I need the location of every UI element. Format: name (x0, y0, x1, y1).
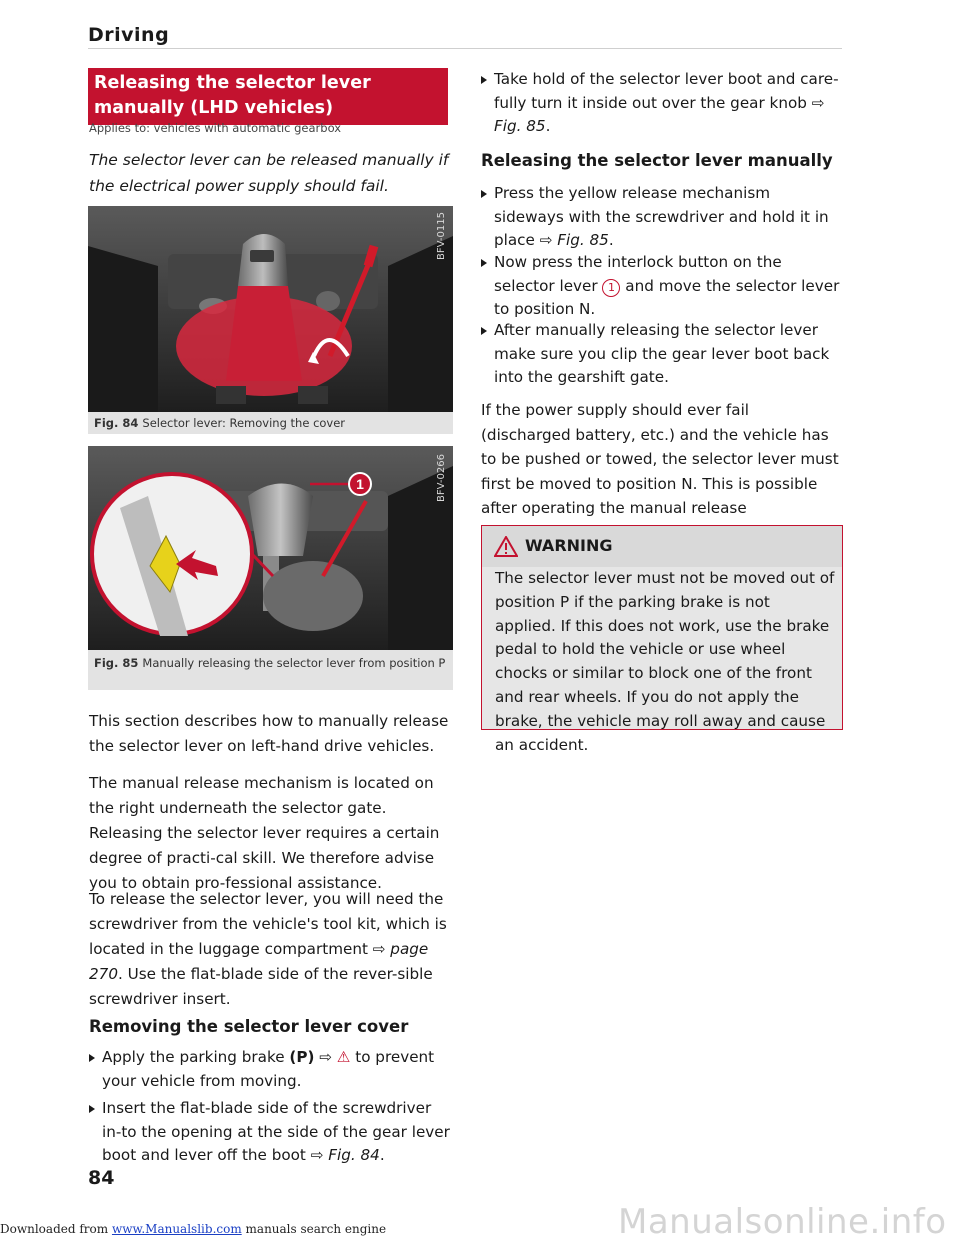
paragraph-release-mechanism: The manual release mechanism is located on the right underneath the selector gate. Releasing the selector lever requires a certain degree of practi-cal skill. We therefore advise you to obtain pro-fessional assistance. (89, 774, 440, 892)
manualslib-link[interactable]: www.Manualslib.com (111, 1222, 242, 1236)
figure-85-number: Fig. 85 (94, 656, 139, 670)
warning-triangle-icon (494, 536, 518, 557)
releasing-step-1-text (494, 182, 844, 253)
figure-84-code: BFV-0115 (436, 212, 447, 260)
releasing-step-2-text (494, 251, 844, 322)
releasing-step-3 (481, 319, 843, 391)
warning-triangle-icon: ⚠ (336, 1048, 351, 1066)
removing-step-1-text (102, 1046, 450, 1093)
intro-text: The selector lever can be released manually if the electrical power supply should fail. (89, 151, 449, 195)
releasing-manually-heading: Releasing the selector lever manually (481, 151, 833, 170)
removing-step-1 (89, 1046, 453, 1096)
removing-step-3 (481, 68, 843, 140)
page-number: 84 (88, 1167, 115, 1189)
fig-84-reference[interactable]: ⇨ Fig. 84 (310, 1146, 380, 1164)
parking-brake-icon: (P) (289, 1048, 315, 1066)
releasing-step-3-text: After manually releasing the selector lever make sure you clip the gear lever boot back into the gearshift gate. (494, 321, 830, 386)
toolkit-text-end: . Use the flat-blade side of the rever-sible screwdriver insert. (89, 965, 433, 1008)
step-3-main: Take hold of the selector lever boot and care-fully turn it inside out over the gear knob (494, 70, 839, 112)
bullet-marker-icon (481, 76, 487, 84)
figure-84-caption (94, 414, 345, 433)
download-footer (0, 1222, 386, 1236)
figure-85-callout: 1 (356, 476, 364, 492)
removing-step-3-text (494, 68, 844, 139)
figure-85-caption (94, 654, 446, 673)
figure-84-caption-text: Selector lever: Removing the cover (142, 416, 346, 430)
bullet-marker-icon (481, 327, 487, 335)
callout-1-icon: 1 (602, 279, 620, 297)
figure-84-image (88, 206, 453, 412)
step-1-end: to prevent your vehicle from moving. (102, 1048, 435, 1090)
power-supply-paragraph: If the power supply should ever fail (discharged battery, etc.) and the vehicle has to be pushed or towed, the selector lever must first be moved to position N. This is possible after operating the manual release (481, 401, 839, 517)
release-step-1-main: Press the yellow release mechanism sideways with the screwdriver and hold it in place (494, 184, 829, 249)
watermark: Manualsonline.info (618, 1202, 947, 1242)
header-divider (88, 48, 842, 49)
step-3-period: . (545, 117, 551, 135)
figure-85-code: BFV-0266 (436, 454, 447, 502)
figure-85-caption-text: Manually releasing the selector lever from position P (142, 656, 446, 670)
fig-85-reference[interactable]: ⇨ Fig. 85 (494, 93, 825, 135)
bullet-marker-icon (481, 259, 487, 267)
page-270-reference[interactable]: ⇨ page 270 (89, 940, 429, 983)
bullet-marker-icon (481, 190, 487, 198)
figure-85 (88, 446, 453, 690)
topic-title: Releasing the selector lever manually (LHD vehicles) (88, 68, 448, 125)
release-step-1-period: . (608, 231, 614, 249)
arrow-icon: ⇨ (319, 1048, 332, 1066)
figure-85-image (88, 446, 453, 650)
release-step-2-end: and move the selector lever to position N. (494, 276, 840, 318)
step-2-period: . (379, 1146, 385, 1164)
paragraph-section-description: This section describes how to manually release the selector lever on left-hand drive vehicles. (89, 712, 449, 755)
bullet-marker-icon (89, 1105, 95, 1113)
fig-85-reference-2[interactable]: ⇨ Fig. 85 (539, 231, 609, 249)
removing-step-2 (89, 1097, 453, 1172)
paragraph-toolkit (89, 887, 453, 1012)
footer-prefix: Downloaded from (0, 1222, 109, 1236)
applies-to-note: Applies to: vehicles with automatic gearbox (89, 121, 342, 135)
warning-text: The selector lever must not be moved out of position P if the parking brake is not applied. If this does not work, use the brake pedal to hold the vehicle or use wheel chocks or similar to block one of the front and rear wheels. If you do not apply the brake, the vehicle may roll away and cause an accident. (495, 569, 835, 754)
bullet-marker-icon (89, 1054, 95, 1062)
footer-suffix: manuals search engine (245, 1222, 387, 1236)
toolkit-text-start: To release the selector lever, you will need the screwdriver from the vehicle's tool kit, which is located in the luggage compartment (89, 890, 447, 958)
step-2-main: Insert the flat-blade side of the screwdriver in-to the opening at the side of the gear lever boot and lever off the boot (102, 1099, 450, 1164)
selector-lever-cover-illustration (88, 206, 453, 412)
figure-84 (88, 206, 453, 434)
section-title: Driving (88, 24, 170, 46)
warning-box (481, 525, 843, 754)
removing-step-2-text (102, 1097, 450, 1168)
releasing-step-1 (481, 182, 843, 254)
warning-label: WARNING (525, 536, 613, 555)
step-1-start: Apply the parking brake (102, 1048, 285, 1066)
manual-release-illustration (88, 446, 453, 650)
release-step-2-start: Now press the interlock button on the selector lever (494, 253, 782, 295)
removing-cover-heading: Removing the selector lever cover (89, 1017, 409, 1036)
warning-header (482, 526, 842, 567)
releasing-step-2 (481, 251, 843, 323)
figure-84-number: Fig. 84 (94, 416, 139, 430)
